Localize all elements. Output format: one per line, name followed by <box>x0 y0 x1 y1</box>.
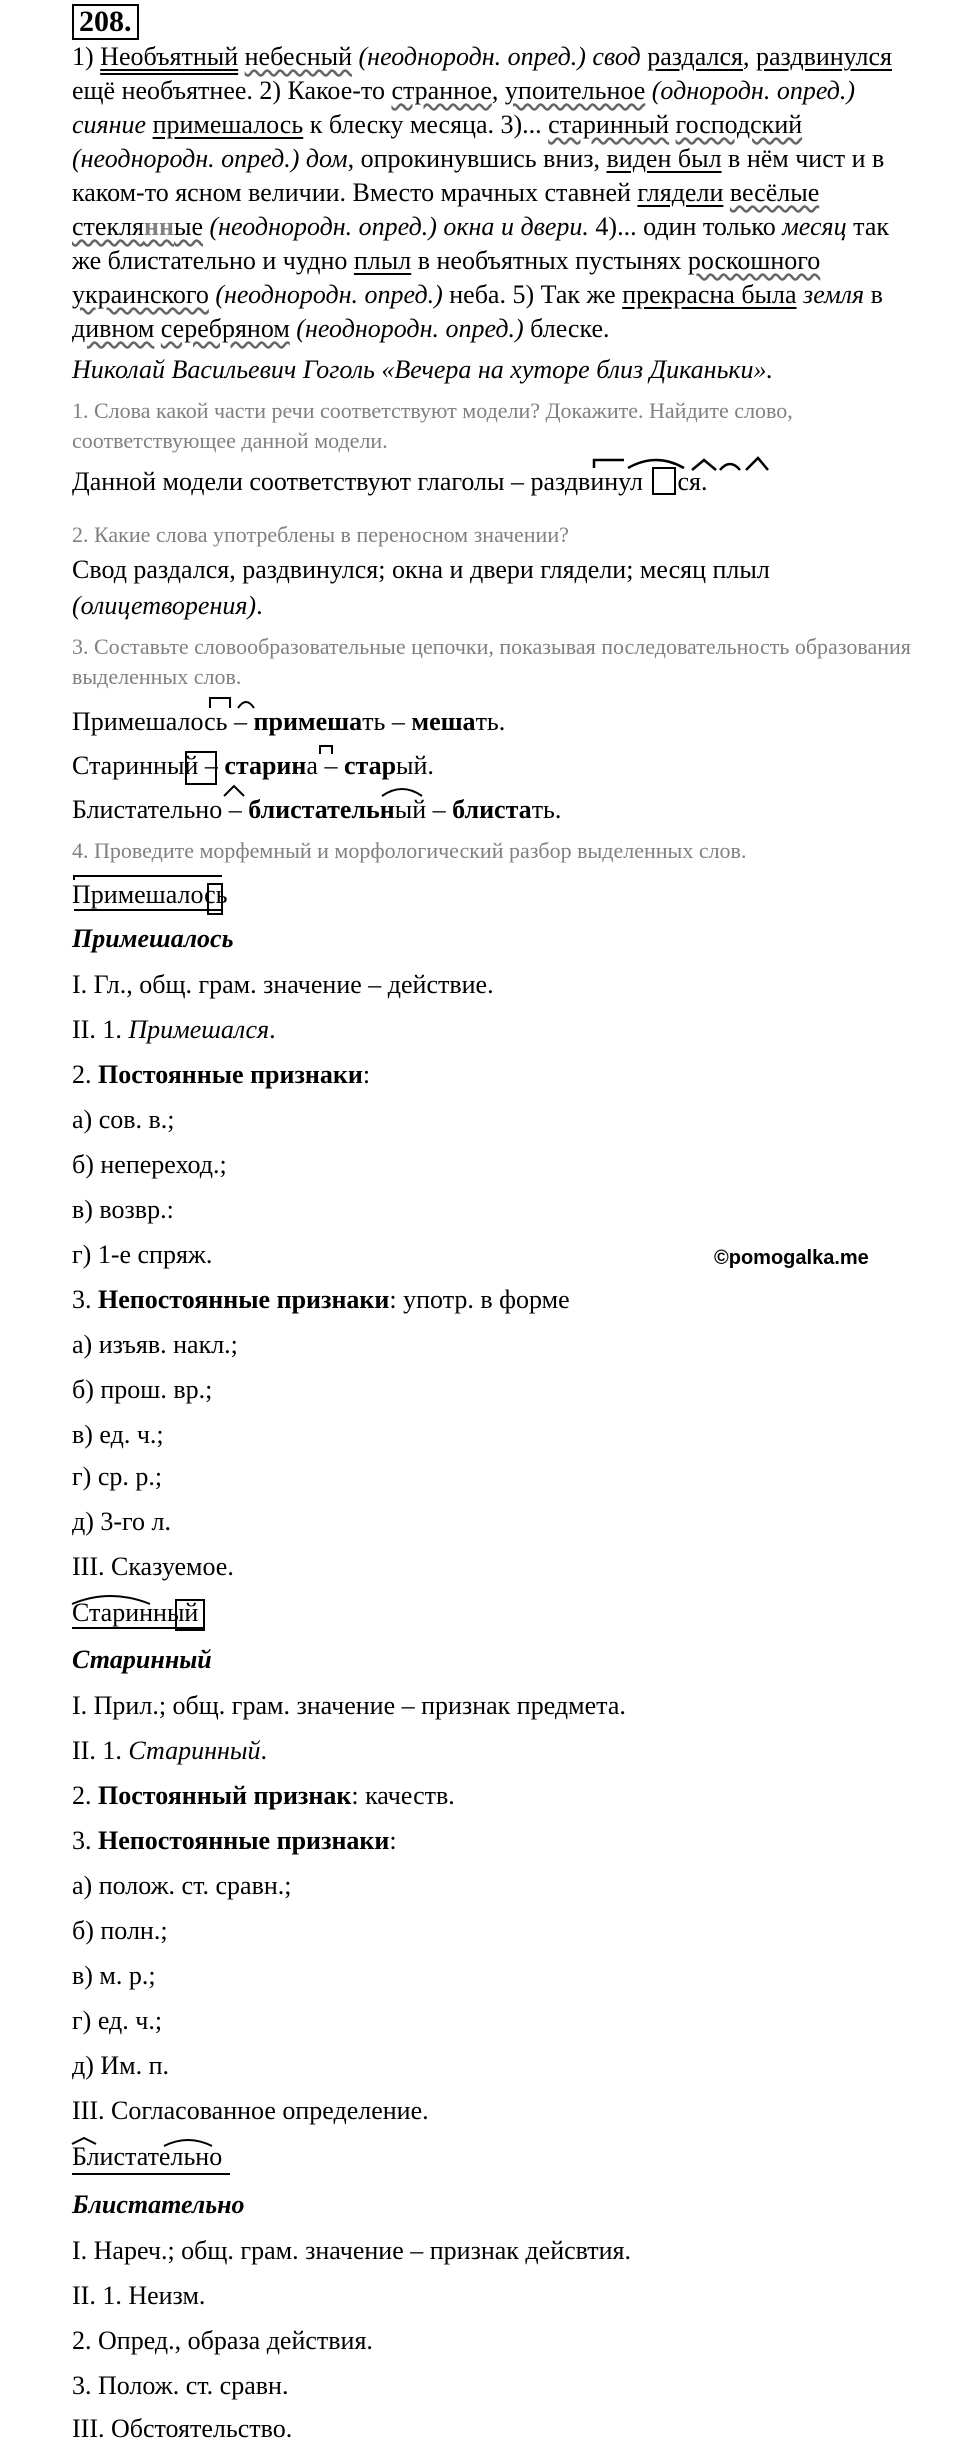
watermark: ©pomogalka.me <box>714 1247 869 1269</box>
text: 3. <box>72 1285 98 1314</box>
morph2-line <box>72 1781 455 1811</box>
morph1-line: в) ед. ч.; <box>72 1420 164 1449</box>
answer-2-text: Свод раздался, раздвинулся; окна и двери глядели; месяц плыл <box>72 555 770 584</box>
morph1-line: д) 3-го л. <box>72 1507 172 1536</box>
text: : <box>362 1060 371 1089</box>
morpheme-model-1: Примешалось <box>72 880 228 909</box>
morph3-line: 3. Полож. ст. сравн. <box>72 2371 289 2400</box>
morph1-line: г) ср. р.; <box>72 1462 163 1491</box>
text: : качеств. <box>351 1781 455 1810</box>
word-ukrainskogo: украинского <box>72 280 209 309</box>
text-fragment: и <box>500 212 514 241</box>
text: II. 1. <box>72 1736 129 1765</box>
answer-1-ending: ся. <box>677 467 708 496</box>
note: (неоднородн. опред.) окна <box>209 212 495 241</box>
note: (неоднородн. опред.) дом <box>72 144 348 173</box>
morpheme-marks-3 <box>70 2136 270 2182</box>
chain-dash: – <box>222 795 249 824</box>
answer-1 <box>72 464 922 500</box>
word-glyadeli: глядели <box>637 178 724 207</box>
morpheme-model-3: Блистательно <box>72 2142 223 2171</box>
text: : <box>389 1826 397 1855</box>
text-fragment: блеске. <box>530 314 610 343</box>
word-gospodsky: господский <box>675 110 803 139</box>
note: (неоднородн. опред.) <box>358 42 586 71</box>
morph1-line: I. Гл., общ. грам. значение – действие. <box>72 970 494 999</box>
text-fragment: ещё необъятнее. 2) Какое-то <box>72 76 385 105</box>
morph1-line <box>72 1015 276 1045</box>
word-razdalsya: раздался <box>647 42 743 71</box>
word-mesyac: месяц <box>782 212 847 241</box>
morph1-line: а) изъяв. накл.; <box>72 1330 238 1359</box>
note: (однородн. опред.) сияние <box>72 76 856 139</box>
initial-form: Старинный <box>128 1736 261 1765</box>
text-fragment: к блеску месяца. 3)... <box>309 110 542 139</box>
word-divnom: дивном <box>72 314 155 343</box>
chain-stem: старин <box>224 751 307 780</box>
word-primeshalos: примешалось <box>152 110 304 139</box>
morph1-line <box>72 1060 370 1090</box>
chain-stem: блиста <box>452 795 532 824</box>
chain-stem: блистательн <box>248 795 395 824</box>
text-fragment: в <box>870 280 883 309</box>
chain-dash: – <box>198 751 225 780</box>
chain-rest: ть. <box>475 707 506 736</box>
answer-2-dot: . <box>256 591 263 620</box>
text-fragment: так же блистательно и чудно <box>72 212 889 275</box>
word-neobyatny: Необъятный <box>100 42 239 71</box>
morph3-line: III. Обстоятельство. <box>72 2414 293 2443</box>
morph1-line: а) сов. в.; <box>72 1105 175 1134</box>
initial-form: Примешался <box>128 1015 270 1044</box>
chain-word: Старинный <box>72 751 199 780</box>
bold-heading: Постоянный признак <box>98 1781 352 1810</box>
word-steklyannye <box>72 212 203 241</box>
task-text: 1) Необъятный небесный (неоднородн. опред.) свод раздался, раздвинулся ещё необъятнее. 2) Какое-то странное, упоительное (однородн. опред.) сияние примешалось к блеску месяца. 3)... старинный господский (неоднородн. опред.) дом, опрокинувшись вниз, виден был в нём чист и в каком-то ясном величии. Вместо мрачных ставней глядели весёлые стеклянные (неоднородн. опред.) окна и двери. 4)... один только месяц так же блистательно и чудно плыл в необъятных пустынях роскошного украинского (неоднородн. опред.) неба. 5) Так же прекрасна была земля в дивном серебряном (неоднородн. опред.) блеске. <box>72 42 893 343</box>
answer-1-text: Данной модели соответствуют глаголы – раздвинул <box>72 467 643 496</box>
morph2-line <box>72 1826 397 1856</box>
morph1-line <box>72 1285 570 1315</box>
text-fragment: в необъятных пустынях <box>417 246 682 275</box>
bold-heading: Непостоянные признаки <box>98 1285 390 1314</box>
word-nebesny: небесный <box>244 42 353 71</box>
chain-3 <box>72 790 922 830</box>
text-fragment: в нём чист и в каком-то ясном величии. Вместо мрачных ставней <box>72 144 885 207</box>
morph-heading-2: Старинный <box>72 1645 212 1674</box>
morph2-line <box>72 1736 267 1766</box>
text: . <box>260 1736 268 1765</box>
task-number: 208. <box>72 4 139 40</box>
text: II. 1. <box>72 1015 129 1044</box>
word-upoitelnoe: упоительное <box>504 76 646 105</box>
word-dveri: двери. <box>520 212 589 241</box>
word-razdvinulsya: раздвинулся <box>756 42 893 71</box>
morph2-line: д) Им. п. <box>72 2051 170 2080</box>
morph2-line: б) полн.; <box>72 1916 168 1945</box>
author-attribution: Николай Васильевич Гоголь «Вечера на хуторе близ Диканьки». <box>72 355 774 384</box>
morph2-line: III. Согласованное определение. <box>72 2096 429 2125</box>
text: 3. <box>72 1826 98 1855</box>
text-fragment: неба. 5) Так же <box>449 280 616 309</box>
word-viden-byl: виден был <box>606 144 722 173</box>
derivation-marks-3 <box>222 782 452 802</box>
morph2-line: г) ед. ч.; <box>72 2006 163 2035</box>
note: (неоднородн. опред.) <box>296 314 524 343</box>
morph1-line: б) непереход.; <box>72 1150 227 1179</box>
answer-2-note: (олицетворения) <box>72 591 257 620</box>
morph1-line: г) 1-е спряж. <box>72 1240 213 1269</box>
chain-word: Блистательно <box>72 795 223 824</box>
word-part: ые <box>173 212 203 241</box>
question-1: 1. Слова какой части речи соответствуют модели? Докажите. Найдите слово, соответствующее данной модели. <box>72 398 793 453</box>
morph2-line: а) полож. ст. сравн.; <box>72 1871 292 1900</box>
word-vesyolye: весёлые <box>729 178 820 207</box>
morph1-line: в) возвр.: <box>72 1195 174 1224</box>
text: 2. <box>72 1781 98 1810</box>
answer-2 <box>72 552 922 624</box>
morph1-line: б) прош. вр.; <box>72 1375 213 1404</box>
highlight-letters: нн <box>144 212 174 241</box>
morph2-line: I. Прил.; общ. грам. значение – признак предмета. <box>72 1691 626 1720</box>
word-prekrasna-byla: прекрасна была <box>622 280 797 309</box>
question-2: 2. Какие слова употреблены в переносном значении? <box>72 522 569 547</box>
text-fragment: 4)... один только <box>595 212 776 241</box>
chain-rest: ть – <box>362 707 412 736</box>
word-starinny: старинный <box>548 110 670 139</box>
chain-rest: ый – <box>394 795 453 824</box>
word-roskoshnogo: роскошного <box>687 246 821 275</box>
morph-heading-3: Блистательно <box>72 2190 245 2219</box>
morph2-line: в) м. р.; <box>72 1961 156 1990</box>
morph-heading-1: Примешалось <box>72 924 234 953</box>
chain-dash: – <box>227 707 254 736</box>
chain-word: Примешалось <box>72 707 228 736</box>
bold-heading: Непостоянные признаки <box>98 1826 390 1855</box>
chain-stem: примеша <box>253 707 363 736</box>
word-part: стекля <box>72 212 145 241</box>
chain-rest: ый. <box>396 751 434 780</box>
morph1-line: III. Сказуемое. <box>72 1552 234 1581</box>
chain-rest: ть. <box>531 795 562 824</box>
morpheme-model-2: Старинный <box>72 1598 199 1627</box>
word-zemlya: земля <box>803 280 865 309</box>
chain-rest: а – <box>306 751 344 780</box>
sentence-number: 1) <box>72 42 101 71</box>
question-4: 4. Проведите морфемный и морфологический разбор выделенных слов. <box>72 838 747 863</box>
text: 2. <box>72 1060 98 1089</box>
note: (неоднородн. опред.) <box>215 280 443 309</box>
morpheme-model-marks <box>590 452 770 482</box>
morph3-line: II. 1. Неизм. <box>72 2281 206 2310</box>
chain-stem: стар <box>343 751 397 780</box>
derivation-marks-1 <box>190 694 310 714</box>
question-3: 3. Составьте словообразовательные цепочки, показывая последовательность образования выделенных слов. <box>72 634 911 689</box>
morph3-line: I. Нареч.; общ. грам. значение – признак дейсвтия. <box>72 2236 632 2265</box>
morpheme-marks-1 <box>72 874 252 920</box>
text-fragment: , опрокинувшись вниз, <box>347 144 600 173</box>
word-svod: свод <box>592 42 641 71</box>
text: . <box>269 1015 276 1044</box>
word-serebryanom: серебряном <box>160 314 290 343</box>
morpheme-marks-2 <box>70 1590 230 1636</box>
word-strannoe: странное <box>391 76 492 105</box>
text: : употр. в форме <box>389 1285 570 1314</box>
word-plyl: плыл <box>353 246 412 275</box>
morph3-line: 2. Опред., образа действия. <box>72 2326 373 2355</box>
bold-heading: Постоянные признаки <box>98 1060 363 1089</box>
chain-stem: меша <box>411 707 476 736</box>
